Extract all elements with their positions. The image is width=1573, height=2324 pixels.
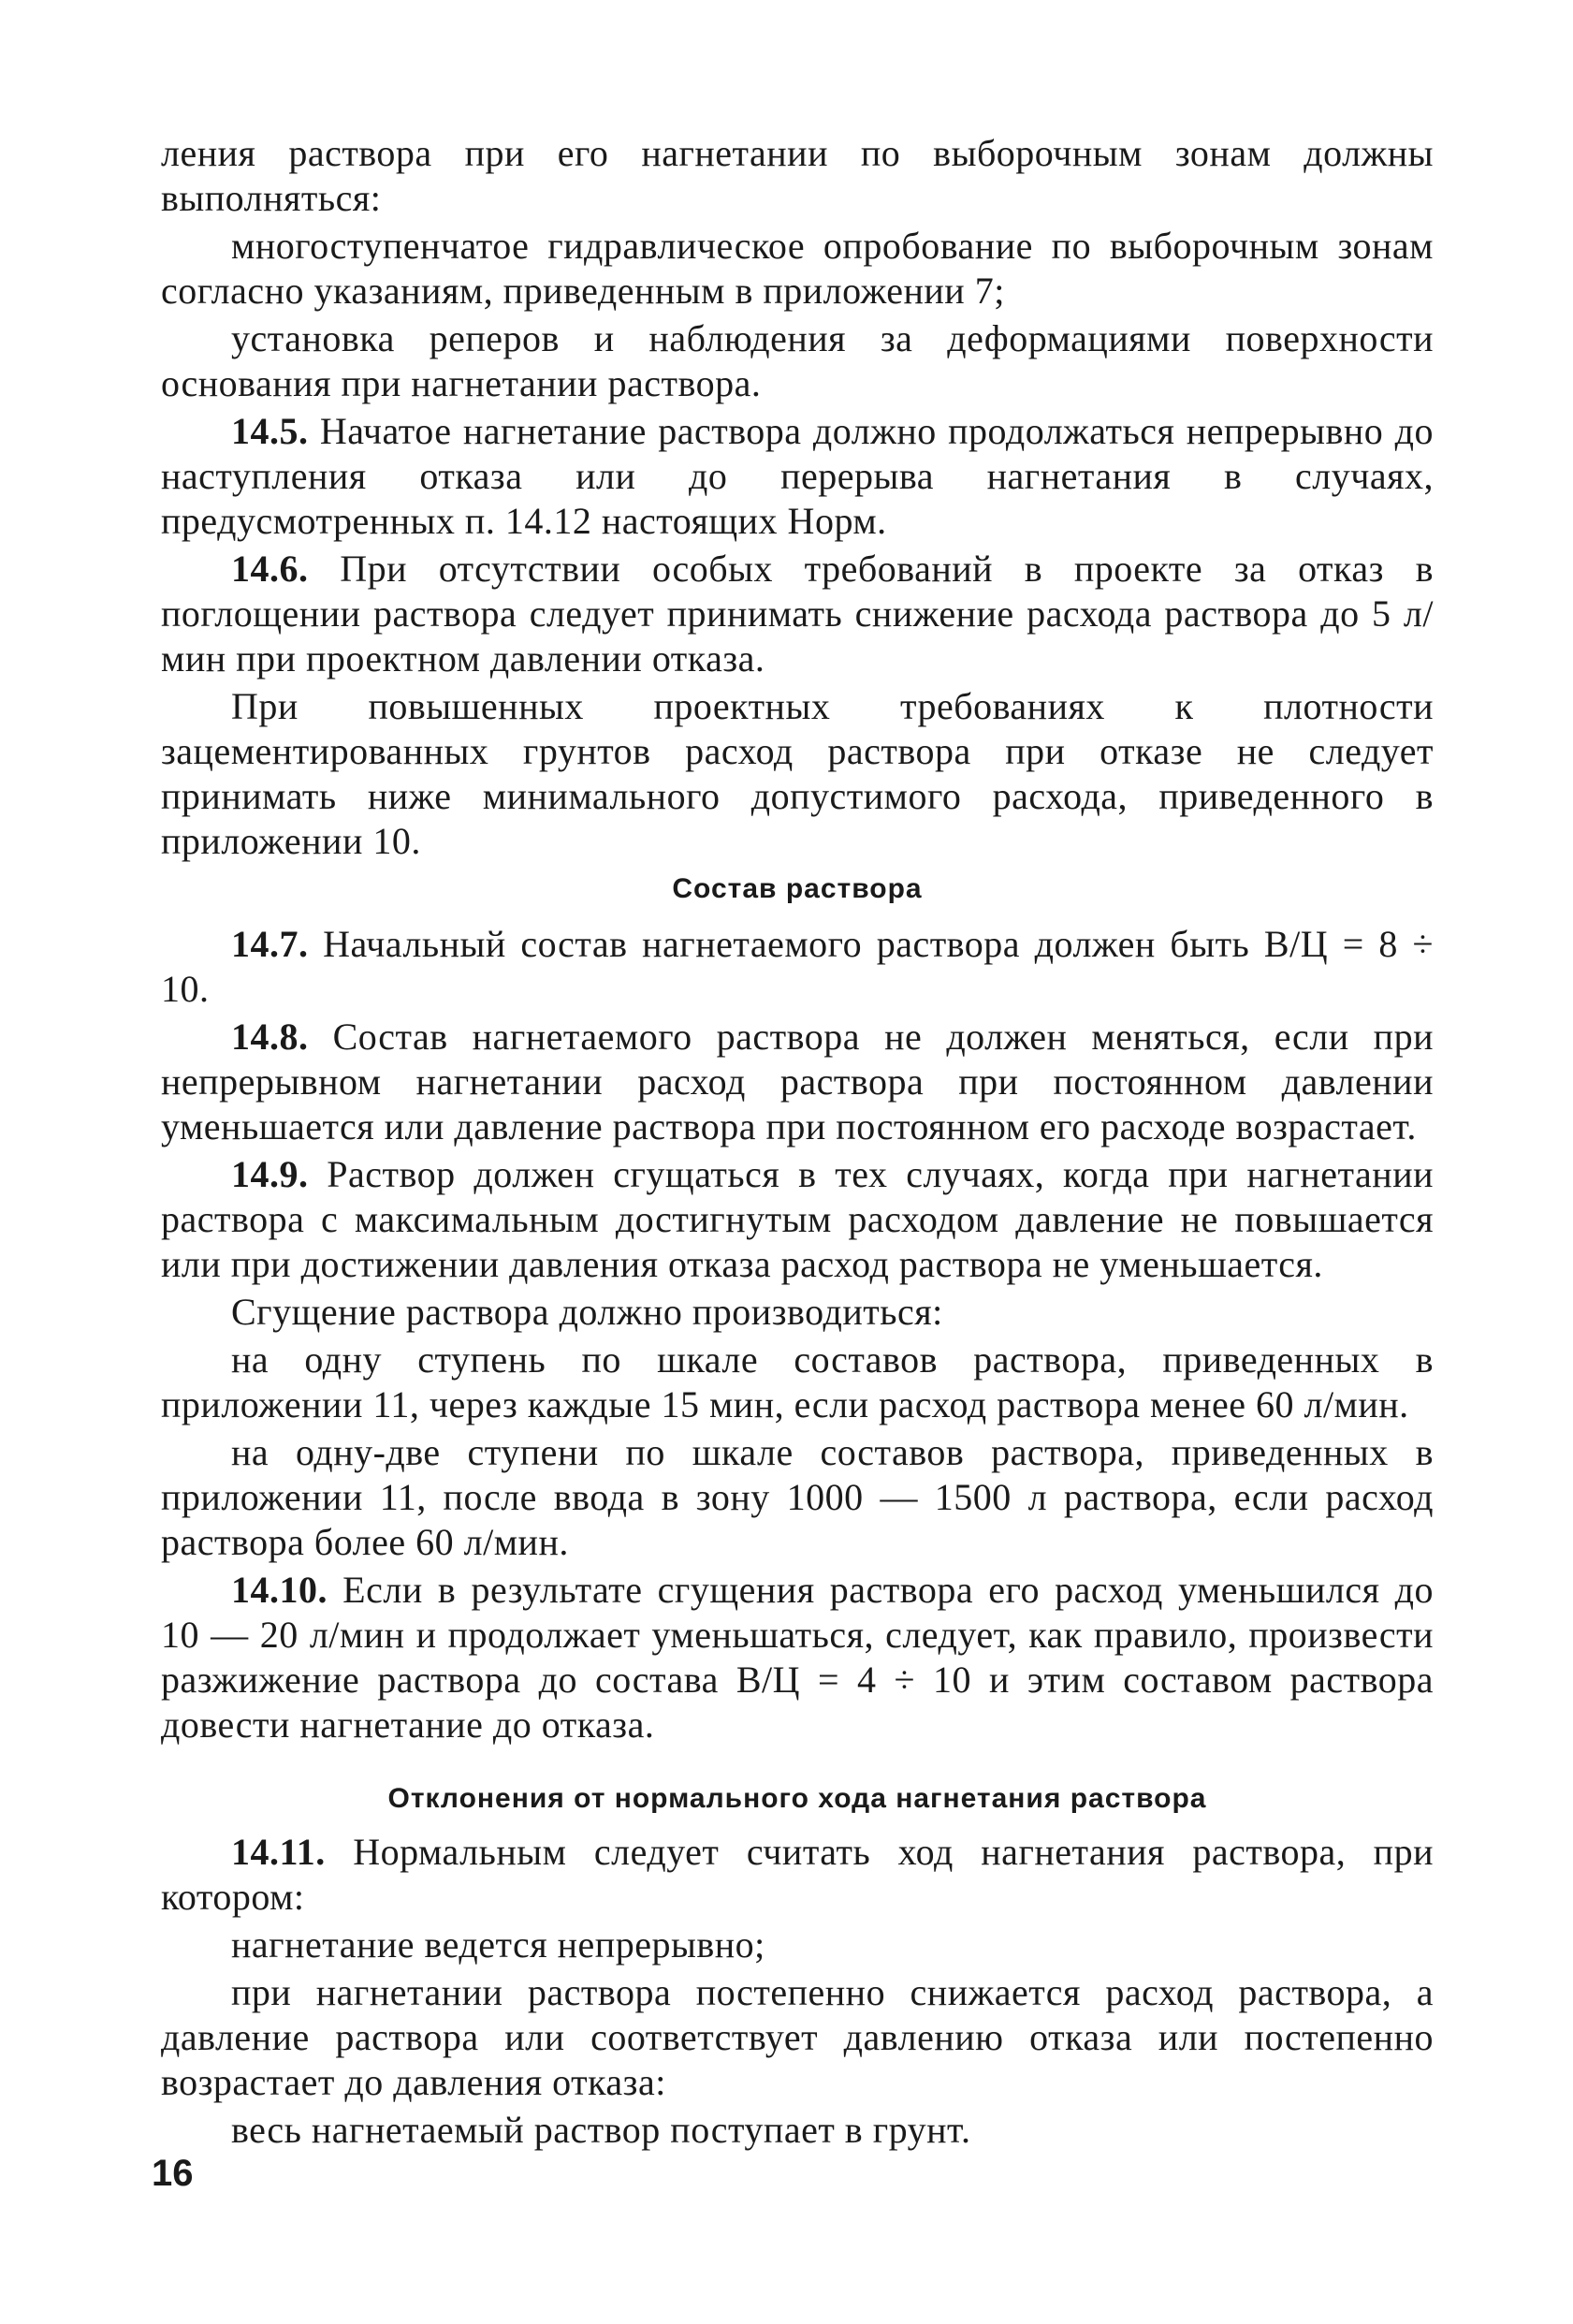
clause-14-7 <box>161 922 1434 1012</box>
continued-paragraph: ления раствора при его нагнетании по выборочным зонам должны выполняться: <box>161 132 1434 219</box>
clause-14-11-item-1: нагнетание ведется непрерывно; <box>231 1923 765 1966</box>
clause-number: 14.9. <box>231 1153 309 1195</box>
page-number: 16 <box>152 2153 194 2194</box>
clause-text: Если в результате сгущения раствора его расход уменьшился до 10 — 20 л/мин и продолжает уменьшаться, следует, как правило, произвести разжижение раствора до состава В/Ц = 4 ÷ 10 и этим составом раствора довести нагнетание до отказа. <box>161 1569 1434 1746</box>
clause-14-9-item-1: на одну ступень по шкале составов раствора, приведенных в приложении 11, через каждые 15 мин, если расход раствора менее 60 л/мин. <box>161 1338 1434 1425</box>
clause-14-11-item-2: при нагнетании раствора постепенно снижается расход раствора, а давление раствора или соответствует давлению отказа или постепенно возрастает до давления отказа: <box>161 1971 1434 2103</box>
clause-number: 14.11. <box>231 1831 326 1873</box>
clause-text: При отсутствии особых требований в проекте за отказ в поглощении раствора следует принимать снижение расхода раствора до 5 л/мин при проектном давлении отказа. <box>161 548 1434 680</box>
clause-14-10 <box>161 1568 1434 1747</box>
page-body <box>161 131 1434 2156</box>
clause-text: Начальный состав нагнетаемого раствора должен быть В/Ц = 8 ÷ 10. <box>161 923 1434 1010</box>
clause-text: Раствор должен сгущаться в тех случаях, когда при нагнетании раствора с максимальным достигнутым расходом давление не повышается или при достижении давления отказа расход раствора не уменьшается. <box>161 1153 1434 1285</box>
clause-14-9 <box>161 1152 1434 1287</box>
section-heading-deviations: Отклонения от нормального хода нагнетания раствора <box>387 1783 1207 1814</box>
clause-14-11-item-3: весь нагнетаемый раствор поступает в грунт. <box>231 2109 971 2151</box>
clause-14-6-continued: При повышенных проектных требованиях к плотности зацементированных грунтов расход раствора при отказе не следует принимать ниже минимального допустимого расхода, приведенного в приложении 10. <box>161 685 1434 862</box>
clause-14-6 <box>161 547 1434 681</box>
clause-text: Нормальным следует считать ход нагнетания раствора, при котором: <box>161 1831 1434 1918</box>
clause-14-9-item-2: на одну-две ступени по шкале составов раствора, приведенных в приложении 11, после ввода в зону 1000 — 1500 л раствора, если расход раствора более 60 л/мин. <box>161 1431 1434 1563</box>
clause-14-8 <box>161 1015 1434 1149</box>
clause-number: 14.6. <box>231 548 309 590</box>
list-item-benchmarks: установка реперов и наблюдения за деформациями поверхности основания при нагнетании раствора. <box>161 317 1434 404</box>
clause-text: Начатое нагнетание раствора должно продолжаться непрерывно до наступления отказа или до перерыва нагнетания в случаях, предусмотренных п. 14.12 настоящих Норм. <box>161 410 1434 542</box>
clause-number: 14.10. <box>231 1569 328 1611</box>
clause-14-5 <box>161 409 1434 544</box>
clause-text: Состав нагнетаемого раствора не должен меняться, если при непрерывном нагнетании расход раствора при постоянном давлении уменьшается или давление раствора при постоянном его расходе возрастает. <box>161 1016 1434 1147</box>
section-heading-mix-composition: Состав раствора <box>672 873 923 904</box>
clause-number: 14.7. <box>231 923 309 965</box>
clause-14-9-intro: Сгущение раствора должно производиться: <box>231 1291 943 1333</box>
clause-number: 14.5. <box>231 410 309 452</box>
clause-14-11 <box>161 1830 1434 1920</box>
clause-number: 14.8. <box>231 1016 309 1058</box>
list-item-hydraulic-testing: многоступенчатое гидравлическое опробование по выборочным зонам согласно указаниям, приведенным в приложении 7; <box>161 225 1434 312</box>
